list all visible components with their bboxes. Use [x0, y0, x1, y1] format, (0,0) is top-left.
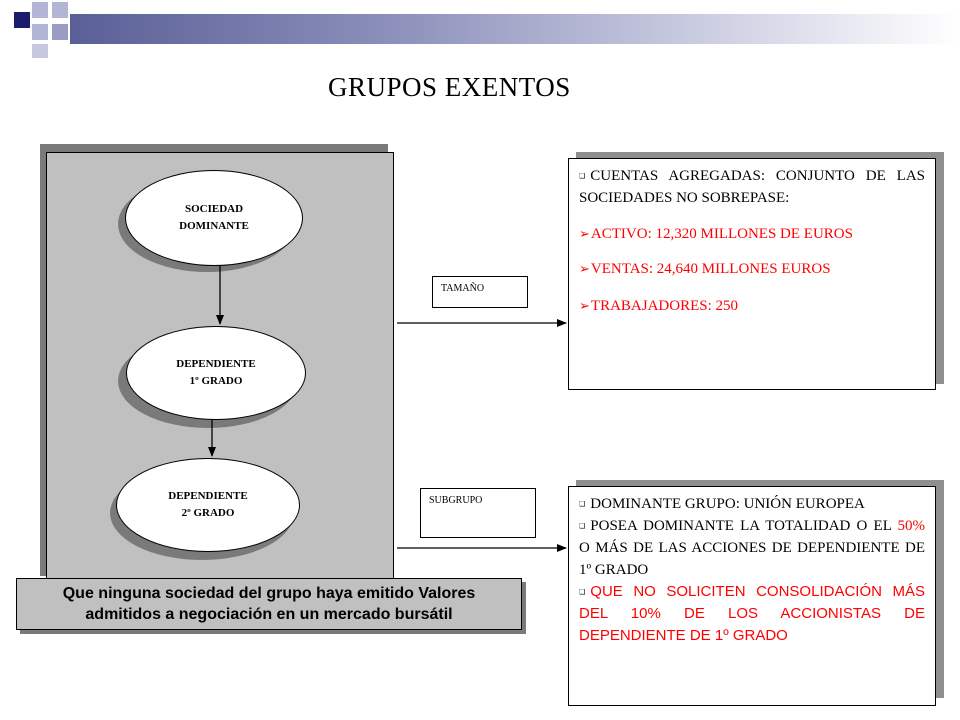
second-degree-subsidiary-node: DEPENDIENTE 2º GRADO	[116, 458, 300, 552]
bullet-icon: ❑	[579, 522, 586, 530]
page-title: GRUPOS EXENTOS	[328, 72, 571, 102]
size-criteria-intro: ❑ CUENTAS AGREGADAS: CONJUNTO DE LAS SOCIEDADES NO SOBREPASE:	[579, 168, 925, 206]
arrow-bullet-icon: ➢	[579, 262, 590, 277]
subgroup-criteria-item: ❑ DOMINANTE GRUPO: UNIÓN EUROPEA	[579, 496, 865, 512]
first-degree-subsidiary-node: DEPENDIENTE 1º GRADO	[126, 326, 306, 420]
size-criteria-item: ➢TRABAJADORES: 250	[579, 298, 739, 314]
size-criteria-item: ➢ACTIVO: 12,320 MILLONES DE EUROS	[579, 226, 853, 242]
arrow-bullet-icon: ➢	[579, 227, 590, 242]
note-line: admitidos a negociación en un mercado bursátil	[85, 606, 453, 623]
bullet-icon: ❑	[579, 500, 586, 508]
note-line: Que ninguna sociedad del grupo haya emitido Valores	[62, 585, 476, 602]
parent-company-node: SOCIEDAD DOMINANTE	[125, 170, 303, 266]
subgroup-criteria-item: ❑ POSEA DOMINANTE LA TOTALIDAD O EL 50% O MÁS DE LAS ACCIONES DE DEPENDIENTE DE 1º GRADO	[579, 518, 925, 578]
size-criteria-item: ➢VENTAS: 24,640 MILLONES EUROS	[579, 261, 831, 277]
bullet-icon: ❑	[579, 172, 586, 180]
subgroup-criteria-box	[568, 486, 936, 706]
bullet-icon: ❑	[579, 588, 586, 596]
subgroup-criteria-item: ❑ QUE NO SOLICITEN CONSOLIDACIÓN MÁS DEL 10% DE LOS ACCIONISTAS DE DEPENDIENTE DE 1º GRADO	[579, 583, 925, 644]
size-criteria-box	[568, 158, 936, 390]
arrow-bullet-icon: ➢	[579, 299, 590, 314]
listing-condition-note	[16, 578, 522, 630]
size-label: TAMAÑO	[432, 276, 528, 308]
subgroup-label: SUBGRUPO	[420, 488, 536, 538]
